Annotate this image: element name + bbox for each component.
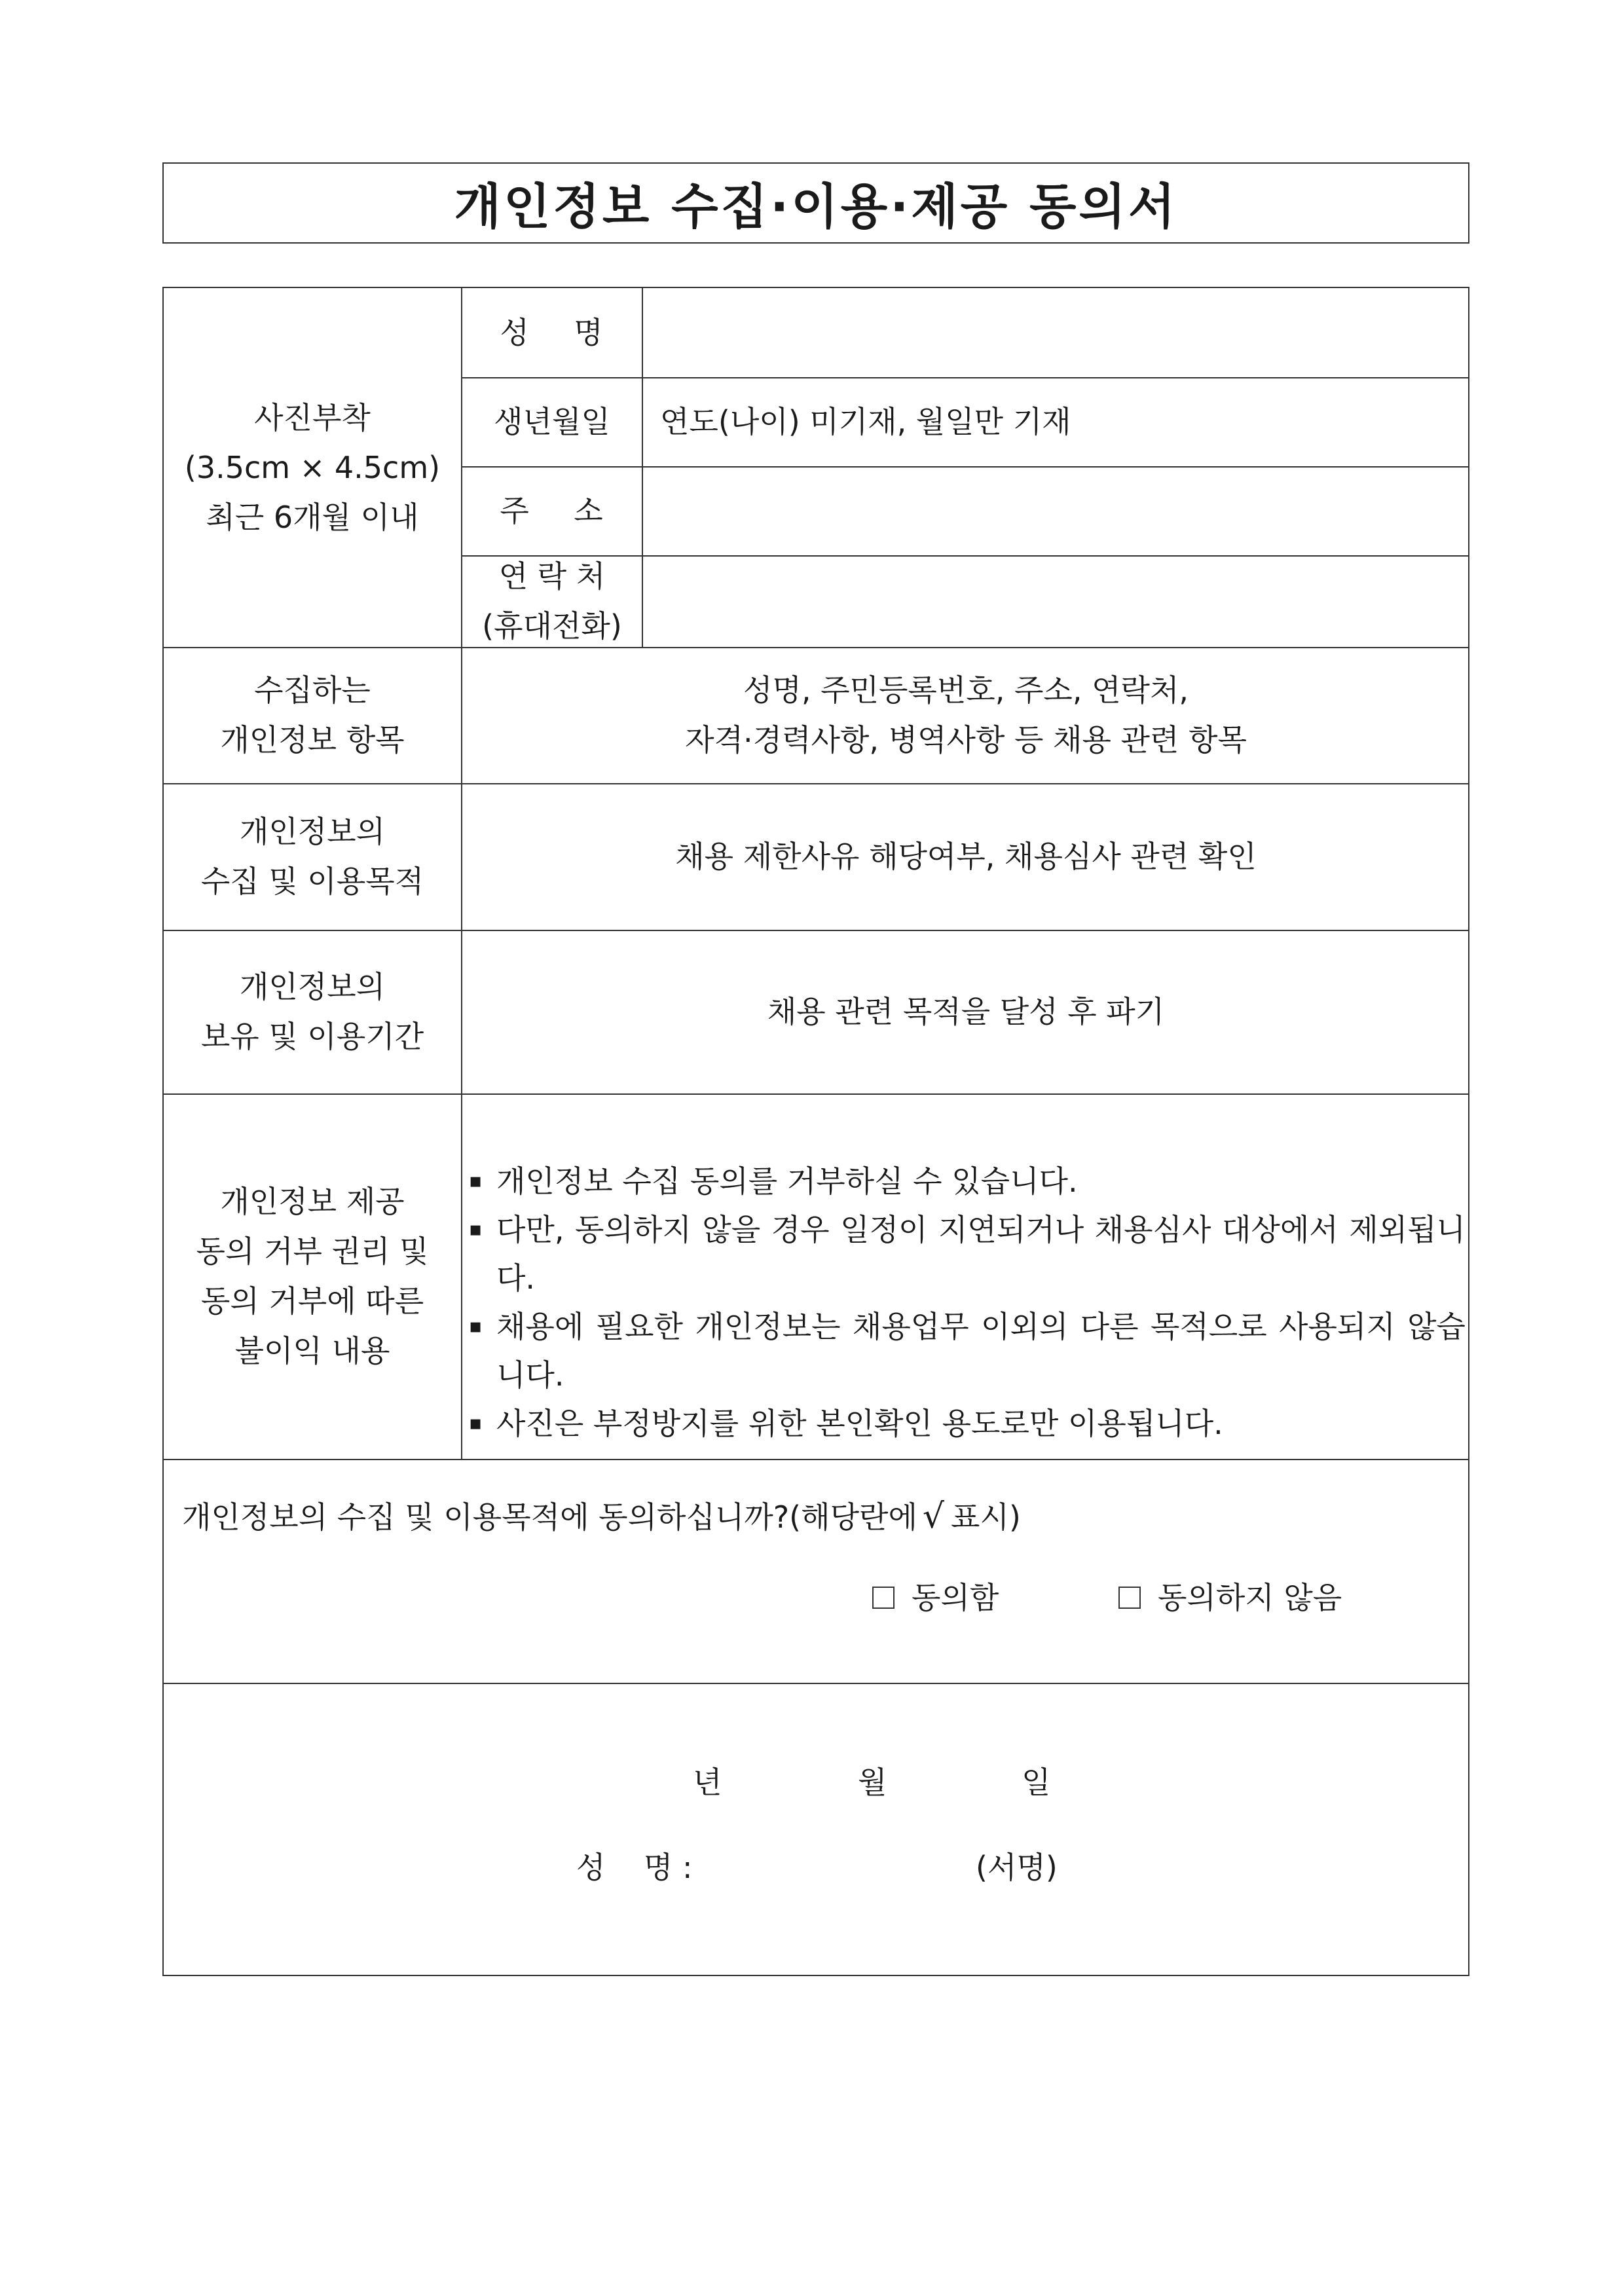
refusal-label-4: 불이익 내용 [234, 1333, 390, 1368]
name-label: 성 명 [500, 315, 604, 350]
items-label-cell [164, 647, 461, 783]
address-field[interactable] [643, 466, 1469, 555]
disagree-option[interactable] [1118, 1573, 1342, 1623]
month-label[interactable]: 월 [858, 1765, 887, 1800]
birth-label: 생년월일 [494, 404, 610, 439]
items-label-sub: 개인정보 항목 [220, 722, 405, 758]
disagree-checkbox[interactable] [1118, 1587, 1141, 1609]
name-field[interactable] [643, 288, 1469, 377]
agree-label: 동의함 [912, 1580, 999, 1615]
contact-label-cell [462, 555, 642, 647]
period-label-cell [164, 930, 461, 1093]
purpose-label: 개인정보의 [239, 814, 386, 849]
contact-label: 연 락 처 [498, 559, 606, 594]
bullet-square-icon: ▪ [469, 1412, 483, 1435]
period-value-cell [462, 930, 1469, 1093]
bullet-square-icon: ▪ [469, 1169, 483, 1192]
period-label: 개인정보의 [239, 969, 386, 1004]
refusal-bullet-list [464, 1120, 1466, 1485]
address-label: 주 소 [500, 493, 604, 528]
contact-field[interactable] [643, 555, 1469, 647]
title-box [162, 162, 1469, 244]
bullet-item: ▪ 채용에 필요한 개인정보는 채용업무 이외의 다른 목적으로 사용되지 않습니다. [464, 1302, 1466, 1399]
refusal-label-1: 개인정보 제공 [220, 1184, 405, 1219]
purpose-value-cell [462, 783, 1469, 930]
bullet-item: ▪ 개인정보 수집 동의를 거부하실 수 있습니다. [464, 1157, 1466, 1205]
period-label-sub: 보유 및 이용기간 [200, 1019, 424, 1054]
photo-label: 사진부착 [254, 400, 371, 435]
divider [164, 1683, 1469, 1684]
contact-label-sub: (휴대전화) [482, 608, 622, 644]
period-value: 채용 관련 목적을 달성 후 파기 [767, 994, 1165, 1029]
consent-question: 개인정보의 수집 및 이용목적에 동의하십니까?(해당란에 √ 표시) [182, 1497, 1021, 1536]
document-title: 개인정보 수집·이용·제공 동의서 [454, 179, 1178, 235]
refusal-label-2: 동의 거부 권리 및 [196, 1234, 429, 1269]
name-label-cell [462, 288, 642, 377]
refusal-label-3: 동의 거부에 따른 [200, 1283, 424, 1319]
bullet-square-icon: ▪ [469, 1315, 483, 1338]
items-label: 수집하는 [254, 672, 371, 708]
refusal-label-cell [164, 1093, 461, 1459]
disagree-label: 동의하지 않음 [1158, 1580, 1342, 1615]
agree-option[interactable] [872, 1573, 999, 1623]
purpose-label-sub: 수집 및 이용목적 [200, 864, 424, 899]
signature-label[interactable]: (서명) [976, 1850, 1058, 1885]
photo-recency: 최근 6개월 이내 [206, 500, 419, 535]
purpose-value: 채용 제한사유 해당여부, 채용심사 관련 확인 [675, 839, 1257, 874]
day-label[interactable]: 일 [1022, 1765, 1051, 1800]
photo-area[interactable] [164, 288, 461, 647]
purpose-label-cell [164, 783, 461, 930]
birth-label-cell [462, 377, 642, 466]
check-mark-icon: √ [922, 1497, 945, 1536]
agree-checkbox[interactable] [872, 1587, 895, 1609]
items-value: 성명, 주민등록번호, 주소, 연락처, [743, 672, 1189, 708]
items-value-cell [462, 647, 1469, 783]
photo-size: (3.5cm × 4.5cm) [184, 450, 441, 485]
birth-field[interactable] [643, 377, 1469, 466]
bullet-item: ▪ 사진은 부정방지를 위한 본인확인 용도로만 이용됩니다. [464, 1399, 1466, 1448]
year-label[interactable]: 년 [693, 1765, 722, 1800]
items-value-sub: 자격·경력사항, 병역사항 등 채용 관련 항목 [685, 722, 1247, 758]
consent-form [162, 287, 1469, 1976]
bullet-square-icon: ▪ [469, 1218, 483, 1241]
birth-value: 연도(나이) 미기재, 월일만 기재 [660, 404, 1071, 439]
address-label-cell [462, 466, 642, 555]
signer-name-label[interactable]: 성 명 : [576, 1850, 693, 1885]
bullet-item: ▪ 다만, 동의하지 않을 경우 일정이 지연되거나 채용심사 대상에서 제외됩니다. [464, 1205, 1466, 1302]
